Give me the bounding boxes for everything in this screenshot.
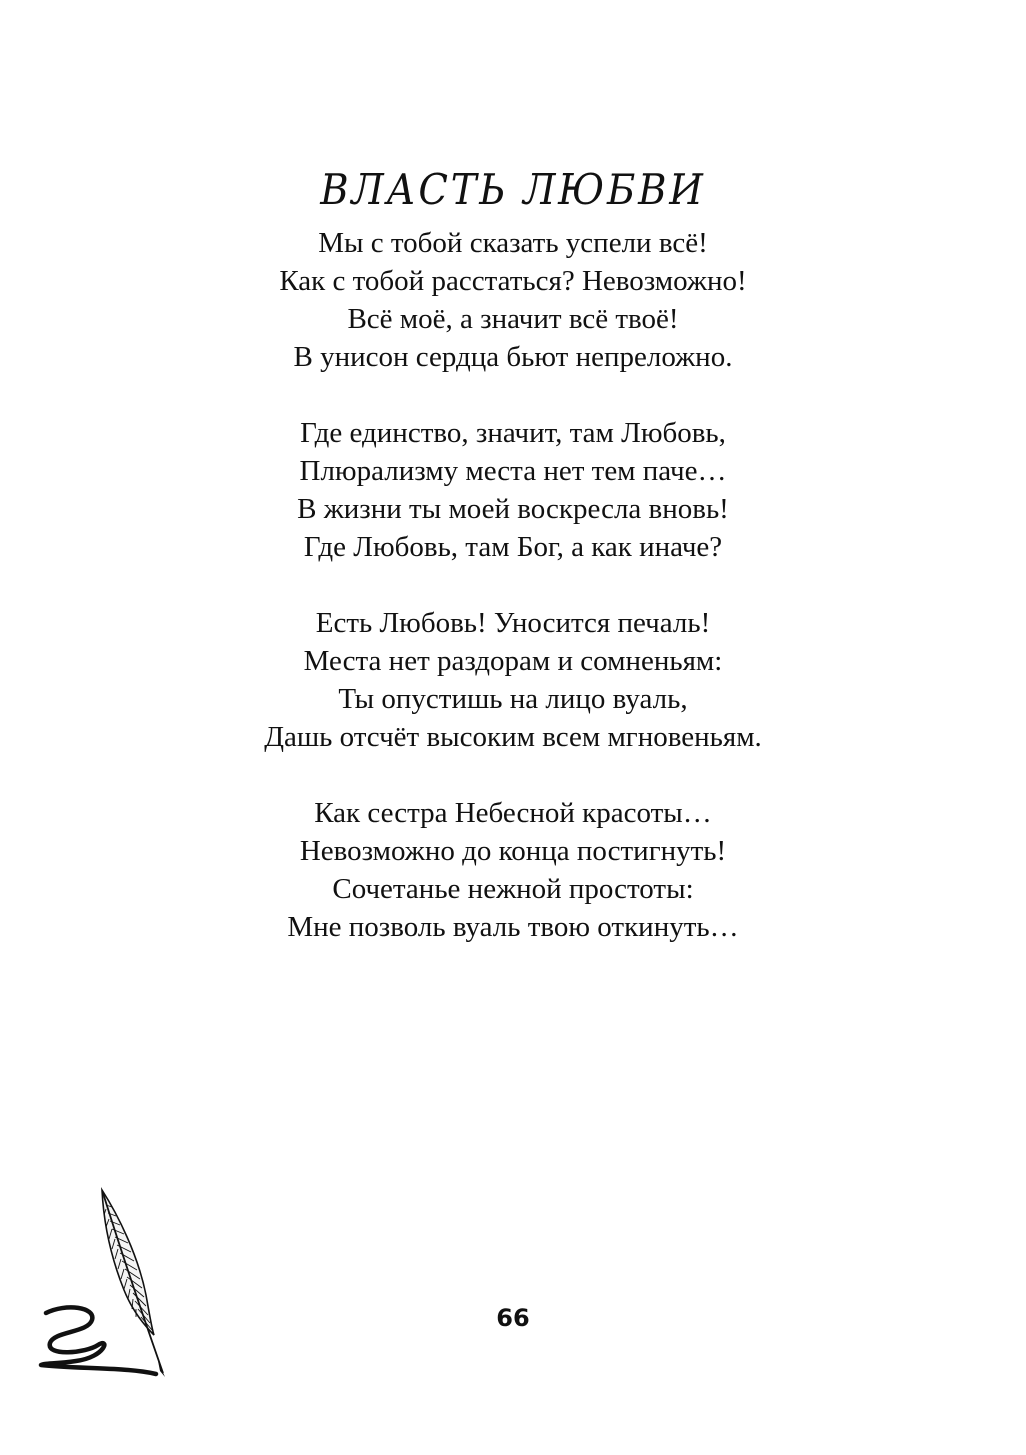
poem-line: Есть Любовь! Уносится печаль! (315, 607, 711, 639)
poem-line: Как с тобой расстаться? Невозможно! (279, 265, 747, 297)
poem-line: В жизни ты моей воскресла вновь! (297, 493, 729, 525)
poem-line: Мы с тобой сказать успели всё! (318, 227, 708, 259)
poem-line: Как сестра Небесной красоты… (314, 797, 712, 829)
poem-line: Всё моё, а значит всё твоё! (347, 303, 679, 335)
poem-line: Где Любовь, там Бог, а как иначе? (303, 531, 723, 563)
poem-body (0, 224, 1026, 984)
stanza-3 (0, 604, 1026, 756)
stanza-4 (0, 794, 1026, 946)
poem-title: ВЛАСТЬ ЛЮБВИ (320, 165, 706, 214)
quill-pen-icon (36, 1185, 176, 1385)
poem-line: Ты опустишь на лицо вуаль, (338, 683, 688, 715)
poem-line: Сочетанье нежной простоты: (332, 873, 694, 905)
poem-line: В унисон сердца бьют непреложно. (293, 341, 733, 373)
poem-line: Мне позволь вуаль твою откинуть… (287, 911, 739, 943)
poem-line: Где единство, значит, там Любовь, (300, 417, 726, 449)
stanza-1 (0, 224, 1026, 376)
poem-line: Невозможно до конца постигнуть! (299, 835, 727, 867)
page-number: 66 (496, 1304, 530, 1332)
poem-line: Плюрализму места нет тем паче… (299, 455, 727, 487)
stanza-2 (0, 414, 1026, 566)
poem-line: Дашь отсчёт высоким всем мгновеньям. (264, 721, 762, 753)
poem-line: Места нет раздорам и сомненьям: (303, 645, 723, 677)
